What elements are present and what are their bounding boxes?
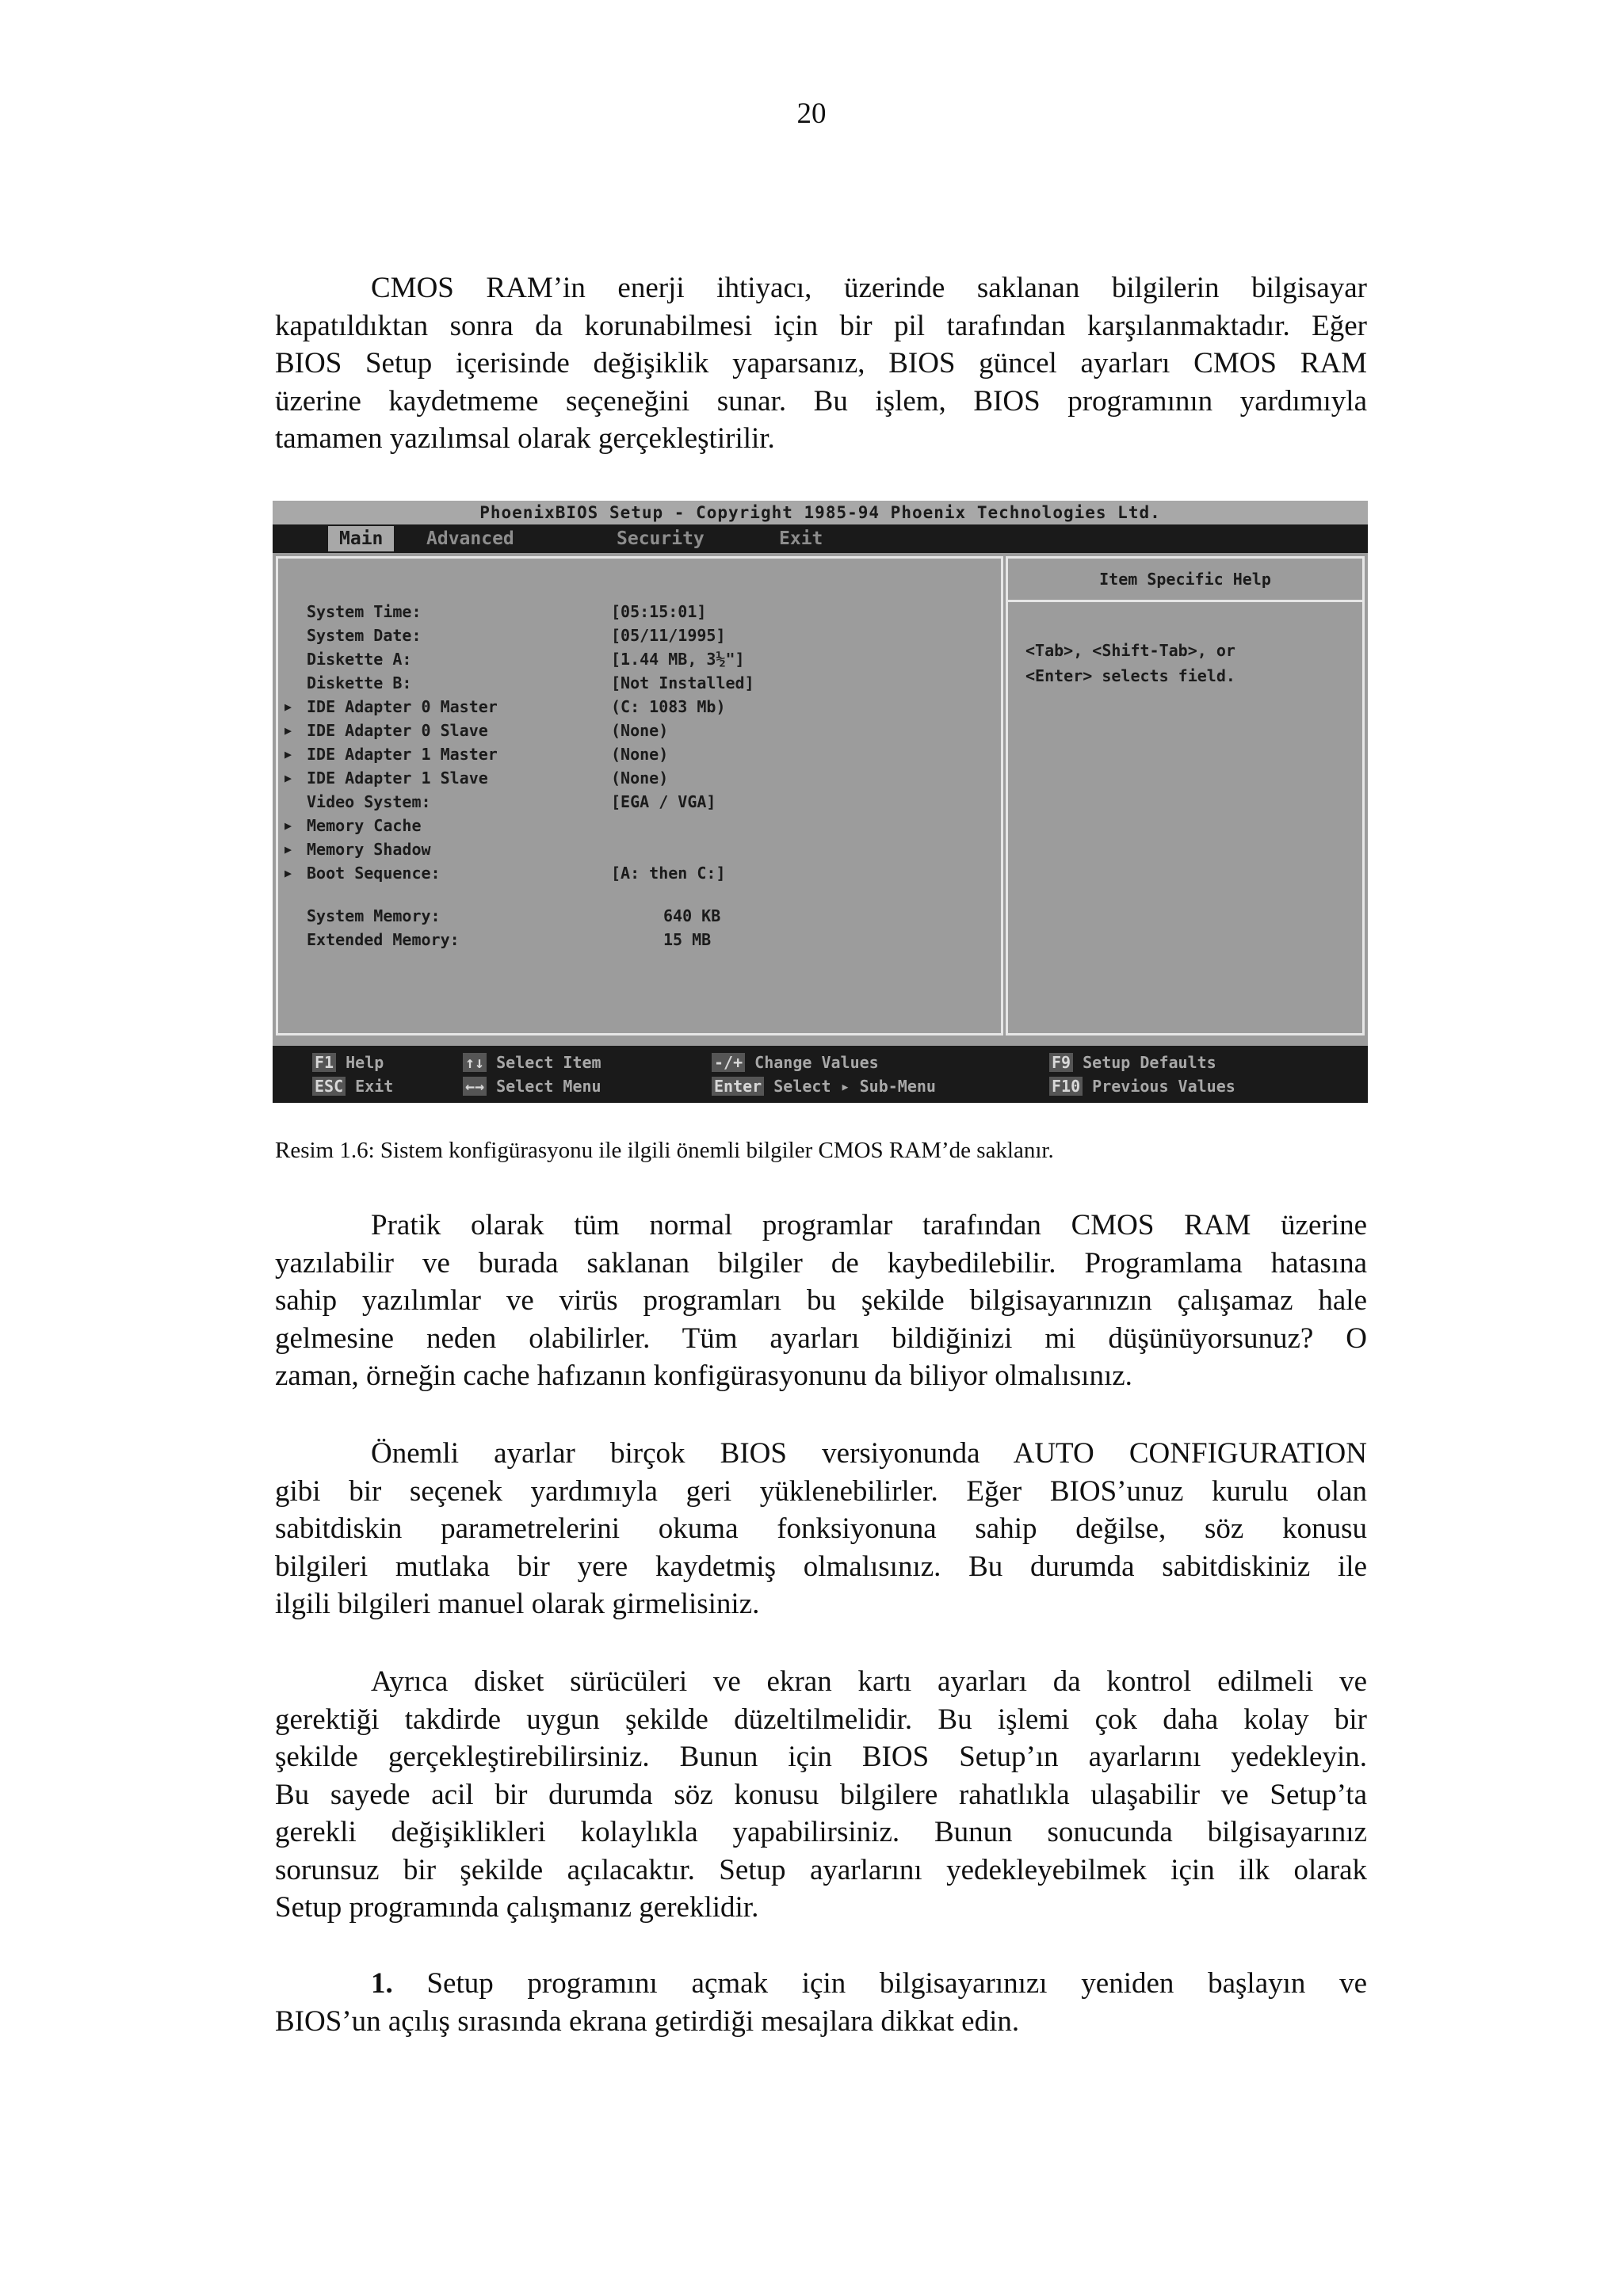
bios-row-value: [05/11/1995]	[611, 626, 726, 645]
text-line: şekilde gerçekleştirebilirsiniz. Bunun için BIOS Setup’ın ayarlarını yedekleyin.	[275, 1741, 1367, 1773]
bios-row-label: Memory Cache	[307, 816, 422, 835]
paragraph-backup-settings	[275, 1663, 1367, 1927]
bios-help-title: Item Specific Help	[1008, 559, 1362, 602]
text-line: kapatıldıktan sonra da korunabilmesi için bir pil tarafından karşılanmaktadır. Eğer	[275, 309, 1367, 342]
bios-row-label: IDE Adapter 0 Master	[307, 697, 498, 716]
text-line: yazılabilir ve burada saklanan bilgiler de kaybedilebilir. Programlama hatasına	[275, 1246, 1367, 1280]
text-line: Pratik olarak tüm normal programlar tarafından CMOS RAM üzerine	[371, 1209, 1367, 1241]
bios-row-label: System Date:	[307, 626, 422, 645]
bios-menu-advanced[interactable]: Advanced	[426, 528, 514, 549]
step-number: 1.	[371, 1967, 393, 2000]
bios-row-value: [A: then C:]	[611, 864, 726, 883]
step-1	[275, 1965, 1367, 2040]
bios-row-value: (None)	[611, 721, 669, 740]
submenu-arrow-icon: ▶	[285, 818, 292, 833]
text-line: gerekli değişiklikleri kolaylıkla yapabilirsiniz. Bunun sonucunda bilgisayarınız	[275, 1816, 1367, 1848]
bios-row-video-system[interactable]	[307, 790, 716, 814]
bios-menu-bar	[273, 524, 1368, 553]
text-line: BIOS’un açılış sırasında ekrana getirdiği mesajlara dikkat edin.	[275, 2004, 1020, 2038]
bios-row-ide-0-slave[interactable]	[285, 719, 669, 742]
bios-row-memory-shadow[interactable]	[285, 837, 431, 861]
bios-row-label: IDE Adapter 0 Slave	[307, 721, 488, 740]
text-line: üzerine kaydetmeme seçeneğini sunar. Bu işlem, BIOS programının yardımıyla	[275, 384, 1367, 418]
bios-row-value: (C: 1083 Mb)	[611, 697, 726, 716]
text-line: sabitdiskin parametrelerini okuma fonksiyonuna sahip değilse, söz konusu	[275, 1512, 1367, 1545]
key-change-values: -/+ Change Values	[712, 1051, 879, 1074]
bios-row-value: (None)	[611, 769, 669, 788]
bios-key-legend	[273, 1046, 1368, 1103]
bios-row-value: 640 KB	[663, 906, 721, 925]
text-line: sorunsuz bir şekilde açılacaktır. Setup ayarlarını yedekleyebilmek için ilk olarak	[275, 1853, 1367, 1886]
bios-row-label: IDE Adapter 1 Slave	[307, 769, 488, 788]
bios-row-system-date[interactable]	[307, 624, 726, 647]
submenu-arrow-icon: ▶	[285, 866, 292, 880]
key-select-item: ↑↓ Select Item	[463, 1051, 601, 1074]
bios-row-label: System Memory:	[307, 906, 441, 925]
bios-row-value: 15 MB	[663, 930, 712, 949]
key-select-menu: ←→ Select Menu	[463, 1074, 601, 1098]
text-line: gelmesine neden olabilirler. Tüm ayarları bildiğinizi mi düşünüyorsunuz? O	[275, 1322, 1367, 1355]
submenu-arrow-icon: ▶	[285, 771, 292, 785]
submenu-arrow-icon: ▶	[285, 723, 292, 738]
text-line: bilgileri mutlaka bir yere kaydetmiş olmalısınız. Bu durumda sabitdiskiniz ile	[275, 1550, 1367, 1583]
key-help: F1 Help	[312, 1051, 384, 1074]
text-line: Bu sayede acil bir durumda söz konusu bilgilere rahatlıkla ulaşabilir ve Setup’ta	[275, 1778, 1367, 1811]
bios-row-boot-sequence[interactable]	[285, 861, 726, 885]
bios-row-ide-1-slave[interactable]	[285, 766, 669, 790]
text-line	[275, 1965, 1367, 2003]
bios-row-value: [05:15:01]	[611, 602, 707, 621]
bios-row-extended-memory	[307, 928, 712, 952]
bios-title-bar: PhoenixBIOS Setup - Copyright 1985-94 Phoenix Technologies Ltd.	[273, 501, 1368, 524]
text-line: BIOS Setup içerisinde değişiklik yaparsanız, BIOS güncel ayarları CMOS RAM	[275, 347, 1367, 379]
bios-row-system-time[interactable]	[307, 600, 707, 624]
bios-row-system-memory	[307, 904, 721, 928]
bios-row-value: [1.44 MB, 3½"]	[611, 650, 745, 669]
bios-help-panel	[1006, 556, 1365, 1035]
paragraph-cmos-battery	[275, 269, 1367, 458]
text-line: Ayrıca disket sürücüleri ve ekran kartı ayarları da kontrol edilmeli ve	[371, 1665, 1367, 1698]
bios-row-diskette-b[interactable]	[307, 671, 754, 695]
bios-row-label: IDE Adapter 1 Master	[307, 745, 498, 764]
bios-row-memory-cache[interactable]	[285, 814, 422, 837]
text-line: Setup programında çalışmanız gereklidir.	[275, 1891, 759, 1924]
bios-row-value: [EGA / VGA]	[611, 792, 716, 811]
bios-main-panel	[276, 556, 1003, 1035]
bios-row-label: Boot Sequence:	[307, 864, 441, 883]
text-line: gerektiği takdirde uygun şekilde düzeltilmelidir. Bu işlemi çok daha kolay bir	[275, 1703, 1367, 1736]
paragraph-cmos-risk	[275, 1207, 1367, 1395]
bios-row-value: (None)	[611, 745, 669, 764]
figure-caption: Resim 1.6: Sistem konfigürasyonu ile ilgili önemli bilgiler CMOS RAM’de saklanır.	[275, 1138, 1054, 1163]
key-setup-defaults: F9 Setup Defaults	[1049, 1051, 1216, 1074]
bios-row-label: Diskette B:	[307, 673, 412, 692]
bios-row-label: System Time:	[307, 602, 422, 621]
text-line: tamamen yazılımsal olarak gerçekleştirilir.	[275, 422, 775, 455]
key-exit: ESC Exit	[312, 1074, 393, 1098]
bios-menu-security[interactable]: Security	[617, 528, 705, 549]
page-number: 20	[796, 97, 827, 130]
bios-row-label: Memory Shadow	[307, 840, 431, 859]
bios-row-label: Video System:	[307, 792, 431, 811]
bios-row-diskette-a[interactable]	[307, 647, 745, 671]
submenu-arrow-icon: ▶	[285, 842, 292, 856]
text-line: ilgili bilgileri manuel olarak girmelisiniz.	[275, 1588, 760, 1620]
bios-menu-exit[interactable]: Exit	[779, 528, 823, 549]
bios-row-value: [Not Installed]	[611, 673, 754, 692]
bios-row-label: Extended Memory:	[307, 930, 460, 949]
paragraph-auto-configuration	[275, 1435, 1367, 1623]
submenu-arrow-icon: ▶	[285, 700, 292, 714]
key-previous-values: F10 Previous Values	[1049, 1074, 1235, 1098]
bios-row-ide-0-master[interactable]	[285, 695, 726, 719]
text-line: sahip yazılımlar ve virüs programları bu şekilde bilgisayarınızın çalışamaz hale	[275, 1284, 1367, 1317]
text-line: Önemli ayarlar birçok BIOS versiyonunda AUTO CONFIGURATION	[371, 1437, 1367, 1470]
bios-row-ide-1-master[interactable]	[285, 742, 669, 766]
bios-help-text: <Tab>, <Shift-Tab>, or <Enter> selects field.	[1025, 641, 1235, 685]
bios-menu-main[interactable]: Main	[328, 526, 394, 551]
text-line: CMOS RAM’in enerji ihtiyacı, üzerinde saklanan bilgilerin bilgisayar	[371, 272, 1367, 304]
step-text: Setup programını açmak için bilgisayarınızı yeniden başlayın ve	[426, 1967, 1368, 2000]
text-line: gibi bir seçenek yardımıyla geri yüklenebilirler. Eğer BIOS’unuz kurulu olan	[275, 1474, 1367, 1508]
bios-row-label: Diskette A:	[307, 650, 412, 669]
key-select-submenu: Enter Select ▸ Sub-Menu	[712, 1074, 936, 1098]
text-line: zaman, örneğin cache hafızanın konfigürasyonunu da biliyor olmalısınız.	[275, 1360, 1132, 1392]
submenu-arrow-icon: ▶	[285, 747, 292, 761]
bios-setup-screenshot	[273, 501, 1368, 1103]
